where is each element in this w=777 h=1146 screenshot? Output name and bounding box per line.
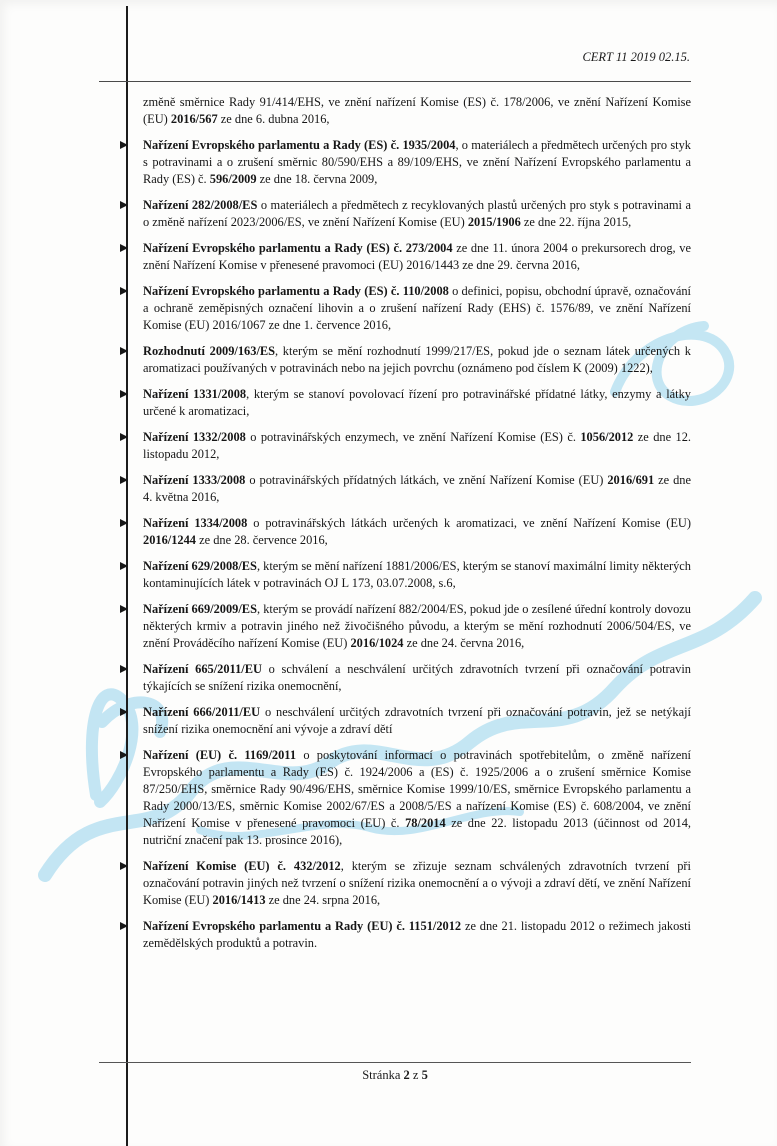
bold-text-segment: Nařízení Evropského parlamentu a Rady (EU) č. 1151/2012 [143,919,462,933]
bold-text-segment: Nařízení 666/2011/EU [143,705,261,719]
text-segment: , kterým se stanoví povolovací řízení pro potravinářské přídatné látky, enzymy a látky určené k aromatizaci, [143,387,691,418]
bold-text-segment: Nařízení 282/2008/ES [143,198,258,212]
list-item [143,283,691,334]
text-segment: , kterým se mění rozhodnutí 1999/217/ES, pokud jde o seznam látek určených k aromatizaci používaných v potravinách nebo na jejich povrchu (oznámeno pod číslem K (2009) 1222), [143,344,691,375]
list-item-text [143,138,691,186]
list-item [143,429,691,463]
text-segment: o schválení a neschválení určitých zdravotních tvrzení při označování potravin týkajících se snížení rizika onemocnění, [143,662,691,693]
list-item [143,704,691,738]
list-item-text [143,344,691,375]
bold-text-segment: Nařízení 665/2011/EU [143,662,262,676]
bold-text-segment: Nařízení Komise (EU) č. 432/2012 [143,859,341,873]
list-item-text [143,516,691,547]
arrow-bullet-icon [120,244,128,252]
text-segment: ze dne 6. dubna 2016, [217,112,330,126]
text-segment: , o materiálech a předmětech určených pro styk s potravinami a o zrušení směrnic 80/590/EHS a 89/109/EHS, ve znění Nařízení Evropského parlamentu a Rady (ES) č. [143,138,691,186]
arrow-bullet-icon [120,287,128,295]
arrow-bullet-icon [120,390,128,398]
text-segment: Stránka [362,1068,404,1082]
bold-text-segment: 5 [421,1068,428,1082]
arrow-bullet-icon [120,141,128,149]
list-item [143,197,691,231]
bold-text-segment: 78/2014 [405,816,446,830]
text-segment: ze dne 21. listopadu 2012 o režimech jakosti zemědělských produktů a potravin. [143,919,691,950]
arrow-bullet-icon [120,665,128,673]
text-segment: o potravinářských látkách určených k aromatizaci, ve znění Nařízení Komise (EU) [247,516,691,530]
bold-text-segment: Nařízení (EU) č. 1169/2011 [143,748,297,762]
text-segment: o definici, popisu, obchodní úpravě, označování a ochraně zeměpisných označení lihovin a o zrušení nařízení Rady (EHS) č. 1576/89, ve znění Nařízení Komise (EU) 2016/1067 ze dne 1. července 2016, [143,284,691,332]
arrow-bullet-icon [120,562,128,570]
text-segment: ze dne 11. února 2004 o prekursorech drog, ve znění Nařízení Komise v přenesené pravomoci (EU) 2016/1443 ze dne 29. června 2016, [143,241,691,272]
list-item-text [143,602,691,650]
list-item [143,343,691,377]
text-segment: ze dne 22. listopadu 2013 (účinnost od 2014, nutriční značení pak 13. prosince 2016), [143,816,691,847]
document-body [143,94,691,961]
text-segment: o neschválení určitých zdravotních tvrzení při označování potravin, jež se netýkají snížení rizika onemocnění ani vývoje a zdraví dětí [143,705,692,736]
bold-text-segment: Nařízení 1331/2008 [143,387,247,401]
list-item [143,240,691,274]
text-segment: ze dne 28. července 2016, [196,533,328,547]
list-item-text [143,919,691,950]
bold-text-segment: Nařízení 669/2009/ES [143,602,257,616]
bold-text-segment: 2016/567 [170,112,218,126]
text-segment: , kterým se provádí nařízení 882/2004/ES, pokud jde o zesílené úřední kontroly dovozu některých krmiv a potravin jiného než živočišného původu, a kterým se mění rozhodnutí 2006/504/ES, ve znění Prováděcího nařízení Komise (EU) [143,602,691,650]
bold-text-segment: 2015/1906 [467,215,521,229]
text-segment: ze dne 4. května 2016, [143,473,691,504]
text-segment: ze dne 12. listopadu 2012, [143,430,691,461]
bold-text-segment: 2016/1413 [212,893,266,907]
arrow-bullet-icon [120,519,128,527]
list-item [143,515,691,549]
text-segment: o potravinářských enzymech, ve znění Nařízení Komise (ES) č. [245,430,581,444]
bold-text-segment: Rozhodnutí 2009/163/ES [143,344,276,358]
bold-text-segment: Nařízení 1332/2008 [143,430,246,444]
list-item [143,601,691,652]
list-item [143,386,691,420]
text-segment: změně směrnice Rady 91/414/EHS, ve znění nařízení Komise (ES) č. 178/2006, ve znění Nařízení Komise (EU) [143,95,691,126]
text-segment: , kterým se mění nařízení 1881/2006/ES, kterým se stanoví maximální limity některých kontaminujících látek v potravinách OJ L 173, 03.07.2008, s.6, [143,559,691,590]
footer-rule [99,1062,691,1063]
list-item [143,472,691,506]
arrow-bullet-icon [120,922,128,930]
text-segment: o materiálech a předmětech z recyklovaných plastů určených pro styk s potravinami a o změně nařízení 2023/2006/ES, ve znění Nařízení Komise (EU) [143,198,691,229]
page-number [99,1068,691,1083]
text-segment: ze dne 24. srpna 2016, [265,893,381,907]
list-item [143,747,691,849]
arrow-bullet-icon [120,605,128,613]
list-item-text [143,662,691,693]
text-segment: , kterým se zřizuje seznam schválených zdravotních tvrzení při označování potravin jiných než tvrzení o snížení rizika onemocnění a o vývoji a zdraví dětí, ve znění Nařízení Komise (EU) [143,859,691,907]
bold-text-segment: Nařízení 629/2008/ES [143,559,257,573]
list-item-text [143,198,691,229]
list-item-text [143,284,691,332]
bold-text-segment: 2016/1244 [143,533,197,547]
bold-text-segment: 2 [403,1068,410,1082]
list-item [143,858,691,909]
regulation-list [143,137,691,952]
arrow-bullet-icon [120,476,128,484]
list-item-text [143,705,691,736]
bold-text-segment: Nařízení Evropského parlamentu a Rady (ES) č. 273/2004 [143,241,453,255]
doc-header [582,50,690,65]
bold-text-segment: 1056/2012 [580,430,634,444]
list-item-text [143,748,691,847]
bold-text-segment: Nařízení 1333/2008 [143,473,246,487]
bold-text-segment: Nařízení Evropského parlamentu a Rady (ES) č. 1935/2004 [143,138,456,152]
arrow-bullet-icon [120,201,128,209]
arrow-bullet-icon [120,862,128,870]
list-item-text [143,473,691,504]
list-item [143,558,691,592]
text-segment: o poskytování informací o potravinách spotřebitelům, o změně nařízení Evropského parlamentu a Rady (ES) č. 1924/2006 a (ES) č. 1925/2006 a o zrušení směrnice Komise 87/250/EHS, směrnice Rady 90/496/EHS, směrnice Komise 1999/10/ES, směrnice Evropského parlamentu a Rady 2000/13/ES, směrnic Komise 2002/67/ES a 2008/5/ES a nařízení Komise (ES) č. 608/2004, ve znění Nařízení Komise v přenesené pravomoci (EU) č. [143,748,691,830]
text-segment: ze dne 22. října 2015, [520,215,632,229]
text-segment: ze dne 18. června 2009, [256,172,378,186]
list-item [143,661,691,695]
text-segment: ze dne 24. června 2016, [403,636,525,650]
list-item [143,918,691,952]
bold-text-segment: 2016/1024 [350,636,404,650]
bold-text-segment: 596/2009 [209,172,257,186]
text-segment: z [409,1068,422,1082]
list-item-text [143,387,691,418]
list-item-text [143,241,691,272]
scan-binding-line [126,6,128,1146]
arrow-bullet-icon [120,708,128,716]
doc-code: CERT 11 2019 02.15. [582,50,690,64]
list-item [143,137,691,188]
bold-text-segment: 2016/691 [607,473,655,487]
text-segment: o potravinářských přídatných látkách, ve znění Nařízení Komise (EU) [245,473,608,487]
arrow-bullet-icon [120,347,128,355]
list-item-text [143,859,691,907]
bold-text-segment: Nařízení 1334/2008 [143,516,248,530]
intro-paragraph [143,94,691,128]
list-item-text [143,559,691,590]
arrow-bullet-icon [120,433,128,441]
bold-text-segment: Nařízení Evropského parlamentu a Rady (ES) č. 110/2008 [143,284,449,298]
list-item-text [143,430,691,461]
header-rule [99,81,691,82]
arrow-bullet-icon [120,751,128,759]
